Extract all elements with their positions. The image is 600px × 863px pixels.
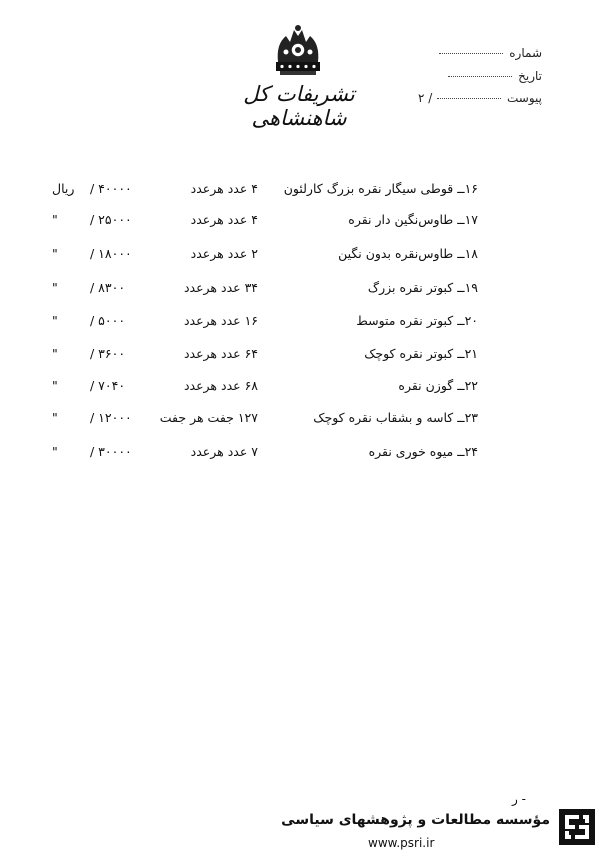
item-price: / ۴۰۰۰۰ xyxy=(90,181,132,196)
item-description: ۲۰ــ کبوتر نقره متوسط xyxy=(356,313,478,328)
item-quantity: ۷ عدد هرعدد xyxy=(190,444,258,459)
item-quantity: ۴ عدد هرعدد xyxy=(190,181,258,196)
footer-url[interactable]: www.psri.ir xyxy=(368,836,435,850)
item-price: / ۳۶۰۰ xyxy=(90,346,126,361)
item-currency: " xyxy=(52,410,58,425)
item-price: / ۲۵۰۰۰ xyxy=(90,212,132,227)
item-currency: ریال xyxy=(52,181,75,196)
bottom-mark: ر - xyxy=(512,792,526,806)
item-row xyxy=(0,346,600,366)
item-description: ۱۸ــ طاوس‌نقره بدون نگین xyxy=(338,246,478,261)
item-quantity: ۱۶ عدد هرعدد xyxy=(183,313,258,328)
item-row xyxy=(0,313,600,333)
item-quantity: ۶۴ عدد هرعدد xyxy=(183,346,258,361)
item-description: ۲۲ــ گوزن نقره xyxy=(398,378,478,393)
item-currency: " xyxy=(52,280,58,295)
date-label: تاریخ xyxy=(518,69,542,83)
item-price: / ۵۰۰۰ xyxy=(90,313,126,328)
item-price: / ۸۳۰۰ xyxy=(90,280,126,295)
page-number: ۲ / xyxy=(418,91,433,105)
number-dotted-line xyxy=(439,53,503,54)
attachment-dotted-line xyxy=(437,98,501,99)
number-label: شماره xyxy=(509,46,542,60)
item-currency: " xyxy=(52,444,58,459)
item-currency: " xyxy=(52,378,58,393)
item-price: / ۱۸۰۰۰ xyxy=(90,246,132,261)
item-row xyxy=(0,410,600,430)
item-description: ۱۹ــ کبوتر نقره بزرگ xyxy=(367,280,478,295)
item-price: / ۳۰۰۰۰ xyxy=(90,444,132,459)
date-field xyxy=(448,69,542,83)
item-row xyxy=(0,280,600,300)
item-row xyxy=(0,212,600,232)
item-description: ۱۶ــ قوطی سیگار نقره بزرگ کارلئون xyxy=(283,181,478,196)
letterhead-title: تشریفات کل شاهنشاهی xyxy=(243,82,355,130)
item-quantity: ۱۲۷ جفت هر جفت xyxy=(159,410,258,425)
item-quantity: ۴ عدد هرعدد xyxy=(190,212,258,227)
attachment-label: پیوست xyxy=(507,91,542,105)
item-quantity: ۶۸ عدد هرعدد xyxy=(183,378,258,393)
date-dotted-line xyxy=(448,76,512,77)
institute-logo-icon xyxy=(559,809,595,845)
item-row xyxy=(0,246,600,266)
item-description: ۲۳ــ کاسه و بشقاب نقره کوچک xyxy=(313,410,478,425)
item-description: ۲۴ــ میوه خوری نقره xyxy=(368,444,478,459)
item-currency: " xyxy=(52,246,58,261)
attachment-field xyxy=(437,91,542,105)
item-row xyxy=(0,444,600,464)
item-currency: " xyxy=(52,346,58,361)
item-quantity: ۳۴ عدد هرعدد xyxy=(183,280,258,295)
item-row xyxy=(0,181,600,201)
item-row xyxy=(0,378,600,398)
number-field xyxy=(439,46,542,60)
item-price: / ۷۰۴۰ xyxy=(90,378,126,393)
crown-emblem-icon xyxy=(268,22,328,80)
item-currency: " xyxy=(52,313,58,328)
item-description: ۱۷ــ طاوس‌نگین دار نقره xyxy=(348,212,478,227)
item-description: ۲۱ــ کبوتر نقره کوچک xyxy=(364,346,478,361)
item-quantity: ۲ عدد هرعدد xyxy=(190,246,258,261)
footer-organization: مؤسسه مطالعات و پژوهشهای سیاسی xyxy=(281,812,550,828)
item-currency: " xyxy=(52,212,58,227)
item-price: / ۱۲۰۰۰ xyxy=(90,410,132,425)
